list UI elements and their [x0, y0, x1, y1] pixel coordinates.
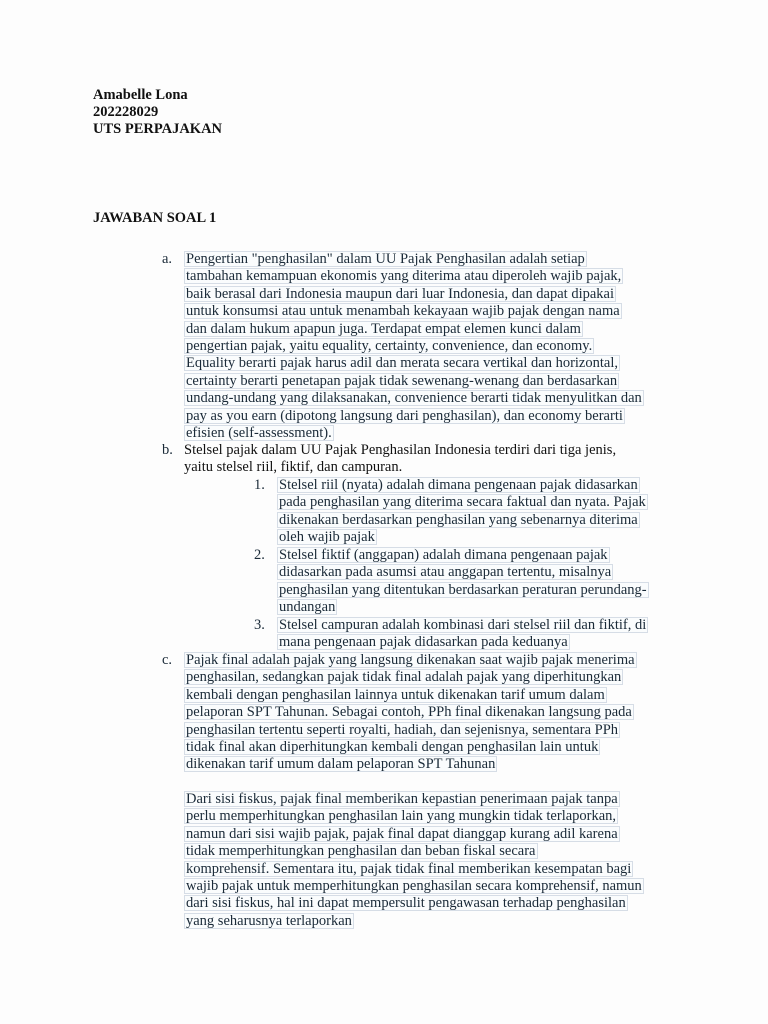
item-c-line: kembali dengan penghasilan lainnya untuk dikenakan tarif umum dalam [186, 686, 605, 703]
item-c-line: penghasilan tertentu seperti royalti, hadiah, dan sejenisnya, sementara PPh [186, 721, 619, 738]
subitem-1-marker: 1. [254, 477, 265, 493]
item-c-line: namun dari sisi wajib pajak, pajak final dapat dianggap kurang adil karena [186, 825, 618, 842]
item-c-para1 [184, 652, 637, 774]
item-a-line: undang-undang yang dilaksanakan, convenience berarti tidak menyulitkan dan [186, 390, 642, 407]
subitem-2-marker: 2. [254, 547, 265, 563]
item-a-line: tambahan kemampuan ekonomis yang diterima atau diperoleh wajib pajak, [186, 268, 622, 285]
item-b-marker: b. [162, 442, 173, 458]
item-a-line: Pengertian "penghasilan" dalam UU Pajak Penghasilan adalah setiap [186, 251, 585, 267]
item-c-line: wajib pajak untuk memperhitungkan penghasilan secara komprehensif, namun [186, 877, 642, 894]
subitem-line: Stelsel campuran adalah kombinasi dari stelsel riil dan fiktif, di [279, 617, 647, 633]
item-b-line: yaitu stelsel riil, fiktif, dan campuran. [184, 459, 403, 476]
student-id: 202228029 [93, 104, 159, 120]
item-c-line: pelaporan SPT Tahunan. Sebagai contoh, PPh final dikenakan langsung pada [186, 704, 632, 721]
item-a-line: Equality berarti pajak harus adil dan merata secara vertikal dan horizontal, [186, 355, 618, 372]
item-a-line: efisien (self-assessment). [186, 424, 332, 441]
item-c-line: dikenakan tarif umum dalam pelaporan SPT Tahunan [186, 756, 496, 773]
item-a-line: dan dalam hukum apapun juga. Terdapat empat elemen kunci dalam [186, 320, 581, 337]
item-c-marker: c. [162, 652, 173, 668]
item-c-line: perlu memperhitungkan penghasilan lain yang mungkin tidak terlaporkan, [186, 808, 617, 825]
item-a-text [184, 251, 644, 442]
item-a-line: baik berasal dari Indonesia maupun dari luar Indonesia, dan dapat dipakai [186, 285, 614, 302]
subitem-line: oleh wajib pajak [279, 529, 375, 546]
item-c-line: Pajak final adalah pajak yang langsung dikenakan saat wajib pajak menerima [186, 652, 635, 668]
item-c-line: Dari sisi fiskus, pajak final memberikan kepastian penerimaan pajak tanpa [186, 791, 618, 807]
item-c-line: yang seharusnya terlaporkan [186, 912, 352, 929]
document-header [93, 87, 222, 138]
item-a-line: untuk konsumsi atau untuk menambah kekayaan wajib pajak dengan nama [186, 303, 620, 320]
item-c-line: komprehensif. Sementara itu, pajak tidak final memberikan kesempatan bagi [186, 860, 632, 877]
item-b-text [184, 442, 616, 477]
item-a-line: pengertian pajak, yaitu equality, certainty, convenience, dan economy. [186, 337, 593, 354]
subitem-line: didasarkan pada asumsi atau anggapan tertentu, misalnya [279, 564, 612, 581]
item-c-line: penghasilan, sedangkan pajak tidak final adalah pajak yang diperhitungkan [186, 669, 622, 686]
subitem-line: Stelsel fiktif (anggapan) adalah dimana pengenaan pajak [279, 547, 608, 563]
subitem-3-text [277, 617, 648, 652]
item-c-line: tidak memperhitungkan penghasilan dan beban fiskal secara [186, 843, 536, 860]
item-c-line: tidak final akan diperhitungkan kembali dengan penghasilan lain untuk [186, 738, 599, 755]
subitem-line: dikenakan berdasarkan penghasilan yang sebenarnya diterima [279, 511, 638, 528]
subitem-line: pada penghasilan yang diterima secara faktual dan nyata. Pajak [279, 494, 646, 511]
section-title: JAWABAN SOAL 1 [93, 210, 217, 226]
subitem-3-marker: 3. [254, 617, 265, 633]
student-name: Amabelle Lona [93, 87, 188, 103]
course-title: UTS PERPAJAKAN [93, 121, 223, 137]
subitem-1-text [277, 477, 648, 547]
item-c-para2 [184, 791, 644, 930]
item-c-line: dari sisi fiskus, hal ini dapat mempersulit pengawasan terhadap penghasilan [186, 895, 626, 912]
subitem-line: undangan [279, 599, 336, 616]
subitem-2-text [277, 547, 649, 617]
subitem-line: Stelsel riil (nyata) adalah dimana pengenaan pajak didasarkan [279, 477, 638, 493]
item-a-marker: a. [162, 251, 173, 267]
item-a-line: certainty berarti penetapan pajak tidak sewenang-wenang dan berdasarkan [186, 372, 618, 389]
subitem-line: mana pengenaan pajak didasarkan pada keduanya [279, 634, 568, 651]
item-a-line: pay as you earn (dipotong langsung dari penghasilan), dan economy berarti [186, 407, 623, 424]
subitem-line: penghasilan yang ditentukan berdasarkan peraturan perundang- [279, 581, 647, 598]
item-b-line: Stelsel pajak dalam UU Pajak Penghasilan Indonesia terdiri dari tiga jenis, [184, 442, 617, 458]
